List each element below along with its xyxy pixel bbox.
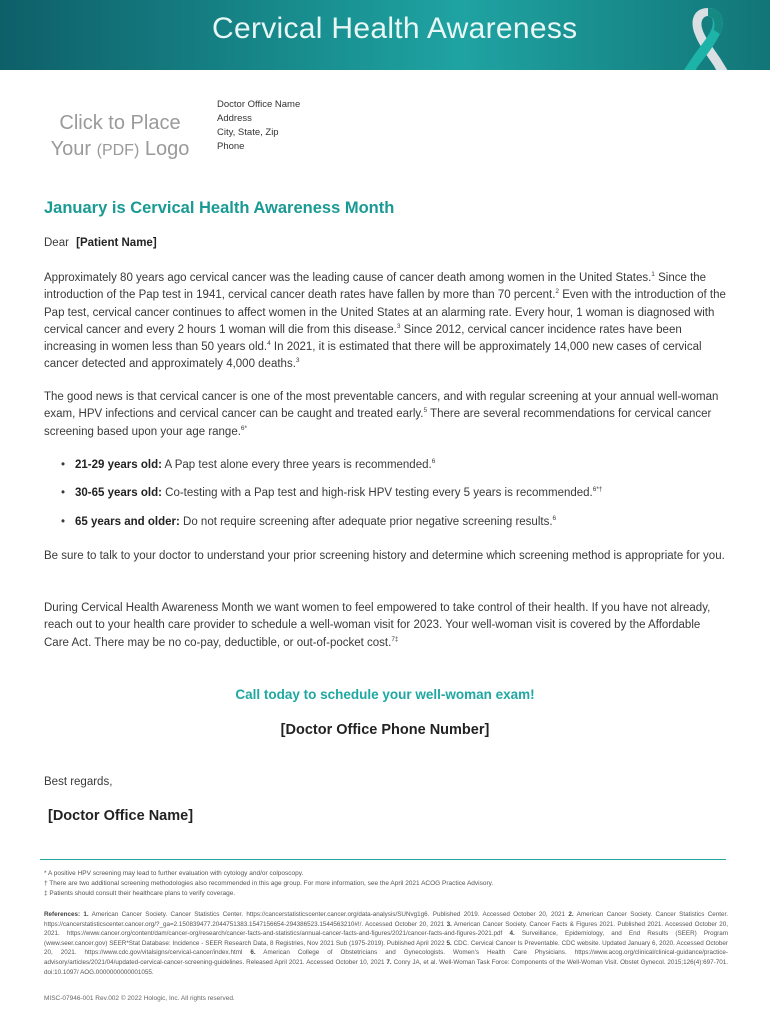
call-to-action: Call today to schedule your well-woman exam! [235,687,535,702]
office-address: Address [217,113,252,124]
paragraph-2: The good news is that cervical cancer is one of the most preventable cancers, and with regular screening at your annual well-woman exam, HPV infections and cervical cancer can be caught and treated early.$^5$ There are several recommendations for cervical cancer screening based upon your age range.$^{6*}$ [44,391,719,438]
document-code: MISC-07946-001 Rev.002 © 2022 Hologic, Inc. All rights reserved. [44,995,235,1002]
footnotes [44,869,493,899]
headline: January is Cervical Health Awareness Month [44,199,395,217]
office-city: City, State, Zip [217,127,279,138]
references: References: 1. American Cancer Society. Cancer Statistics Center. https://cancerstatisticscenter.cancer.org/data-analysis/SUNvg1g6. Published 2019. Accessed October 20, 2021 2. American Cancer Society. Cancer Statistics Center. https://cancerstatisticscenter.cancer.org/?_ga=2.150839477.2044751383.1547156654-294386523.1544563210#!/. Accessed October 20, 2021 3. American Cancer Society. Cancer Facts & Figures 2021. Published 2021. Accessed October 20, 2021. https://www.cancer.org/content/dam/cancer-org/research/cancer-facts-and-statistics/annual-cancer-facts-and-figures/2021/cancer-facts-and-figures-2021.pdf 4. Surveillance, Epidemiology, and End Results (SEER) Program (www.seer.cancer.gov) SEER*Stat Database: Incidence - SEER Research Data, 8 Registries, Nov 2021 Sub (1975-2019). Published April 2022 5. CDC. Cervical Cancer Is Preventable. CDC website. Updated January 6, 2020. Accessed October 20, 2021. https://www.cdc.gov/vitalsigns/cervical-cancer/index.html 6. American College of Obstetricians and Gynecologists. Women's Health Care Physicians. https://www.acog.org/clinical/clinical-guidance/practice-advisory/articles/2021/04/updated-cervical-cancer-screening-guidelines. Released April 2021. Accessed October 10, 2021 7. Conry JA, et al. Well-Woman Task Force: Components of the Well-Woman Visit. Obstet Gynecol. 2015;126(4):697-701. doi:10.1097/ AOG.0000000000001055. [44,911,729,976]
header-banner [0,0,770,70]
awareness-ribbon-icon [668,4,748,70]
closing: Best regards, [44,776,113,788]
patient-name-placeholder: [Patient Name] [76,237,157,249]
office-name: Doctor Office Name [217,99,301,110]
paragraph-3: Be sure to talk to your doctor to understand your prior screening history and determine which screening method is appropriate for you. [44,550,725,562]
salutation [44,237,157,249]
phone-placeholder: [Doctor Office Phone Number] [280,722,490,738]
logo-line-1: Click to Place [59,112,181,134]
logo-placeholder[interactable] [40,110,200,164]
header-title: Cervical Health Awareness [212,12,578,45]
bullet-dot: • [61,516,66,528]
salutation-dear: Dear [44,237,69,249]
paragraph-1: Approximately 80 years ago cervical cancer was the leading cause of cancer death among women in the United States.$^1$ Since the introduction of the Pap test in 1941, cervical cancer death rates have fallen by more than 70 percent.$^2$ Even with the introduction of the Pap test, cervical cancer continues to affect women in the United States at an alarming rate. Every hour, 1 woman is diagnosed with cervical cancer and every 2 hours 1 woman will die from this disease.$^3$ Since 2012, cervical cancer incidence rates have been increasing in women less than 50 years old.$^4$ In 2021, it is estimated that there will be approximately 14,000 new cases of cervical cancer detected and approximately 4,000 deaths.$^3$ [44,271,726,371]
bullet-dot: • [61,459,66,471]
footnote: * A positive HPV screening may lead to further evaluation with cytology and/or colposcopy. [44,870,304,877]
office-phone: Phone [217,141,245,152]
paragraph-4: During Cervical Health Awareness Month we want women to feel empowered to take control of their health. If you have not already, reach out to your health care provider to schedule a well-woman visit for 2023. Your well-woman visit is covered by the Affordable Care Act. There may be no co-pay, deductible, or out-of-pocket cost.$^{7\ddagger}$ [44,602,711,649]
footnote: ‡ Patients should consult their healthcare plans to verify coverage. [44,890,236,897]
office-name-placeholder: [Doctor Office Name] [48,808,194,824]
logo-line-2: Your (PDF) Logo [50,138,190,160]
office-info [217,98,300,154]
divider [40,859,726,860]
bullet-dot: • [61,487,66,499]
footnote: † There are two additional screening methodologies also recommended in this age group. For more information, see the April 2021 ACOG Practice Advisory. [44,880,494,887]
